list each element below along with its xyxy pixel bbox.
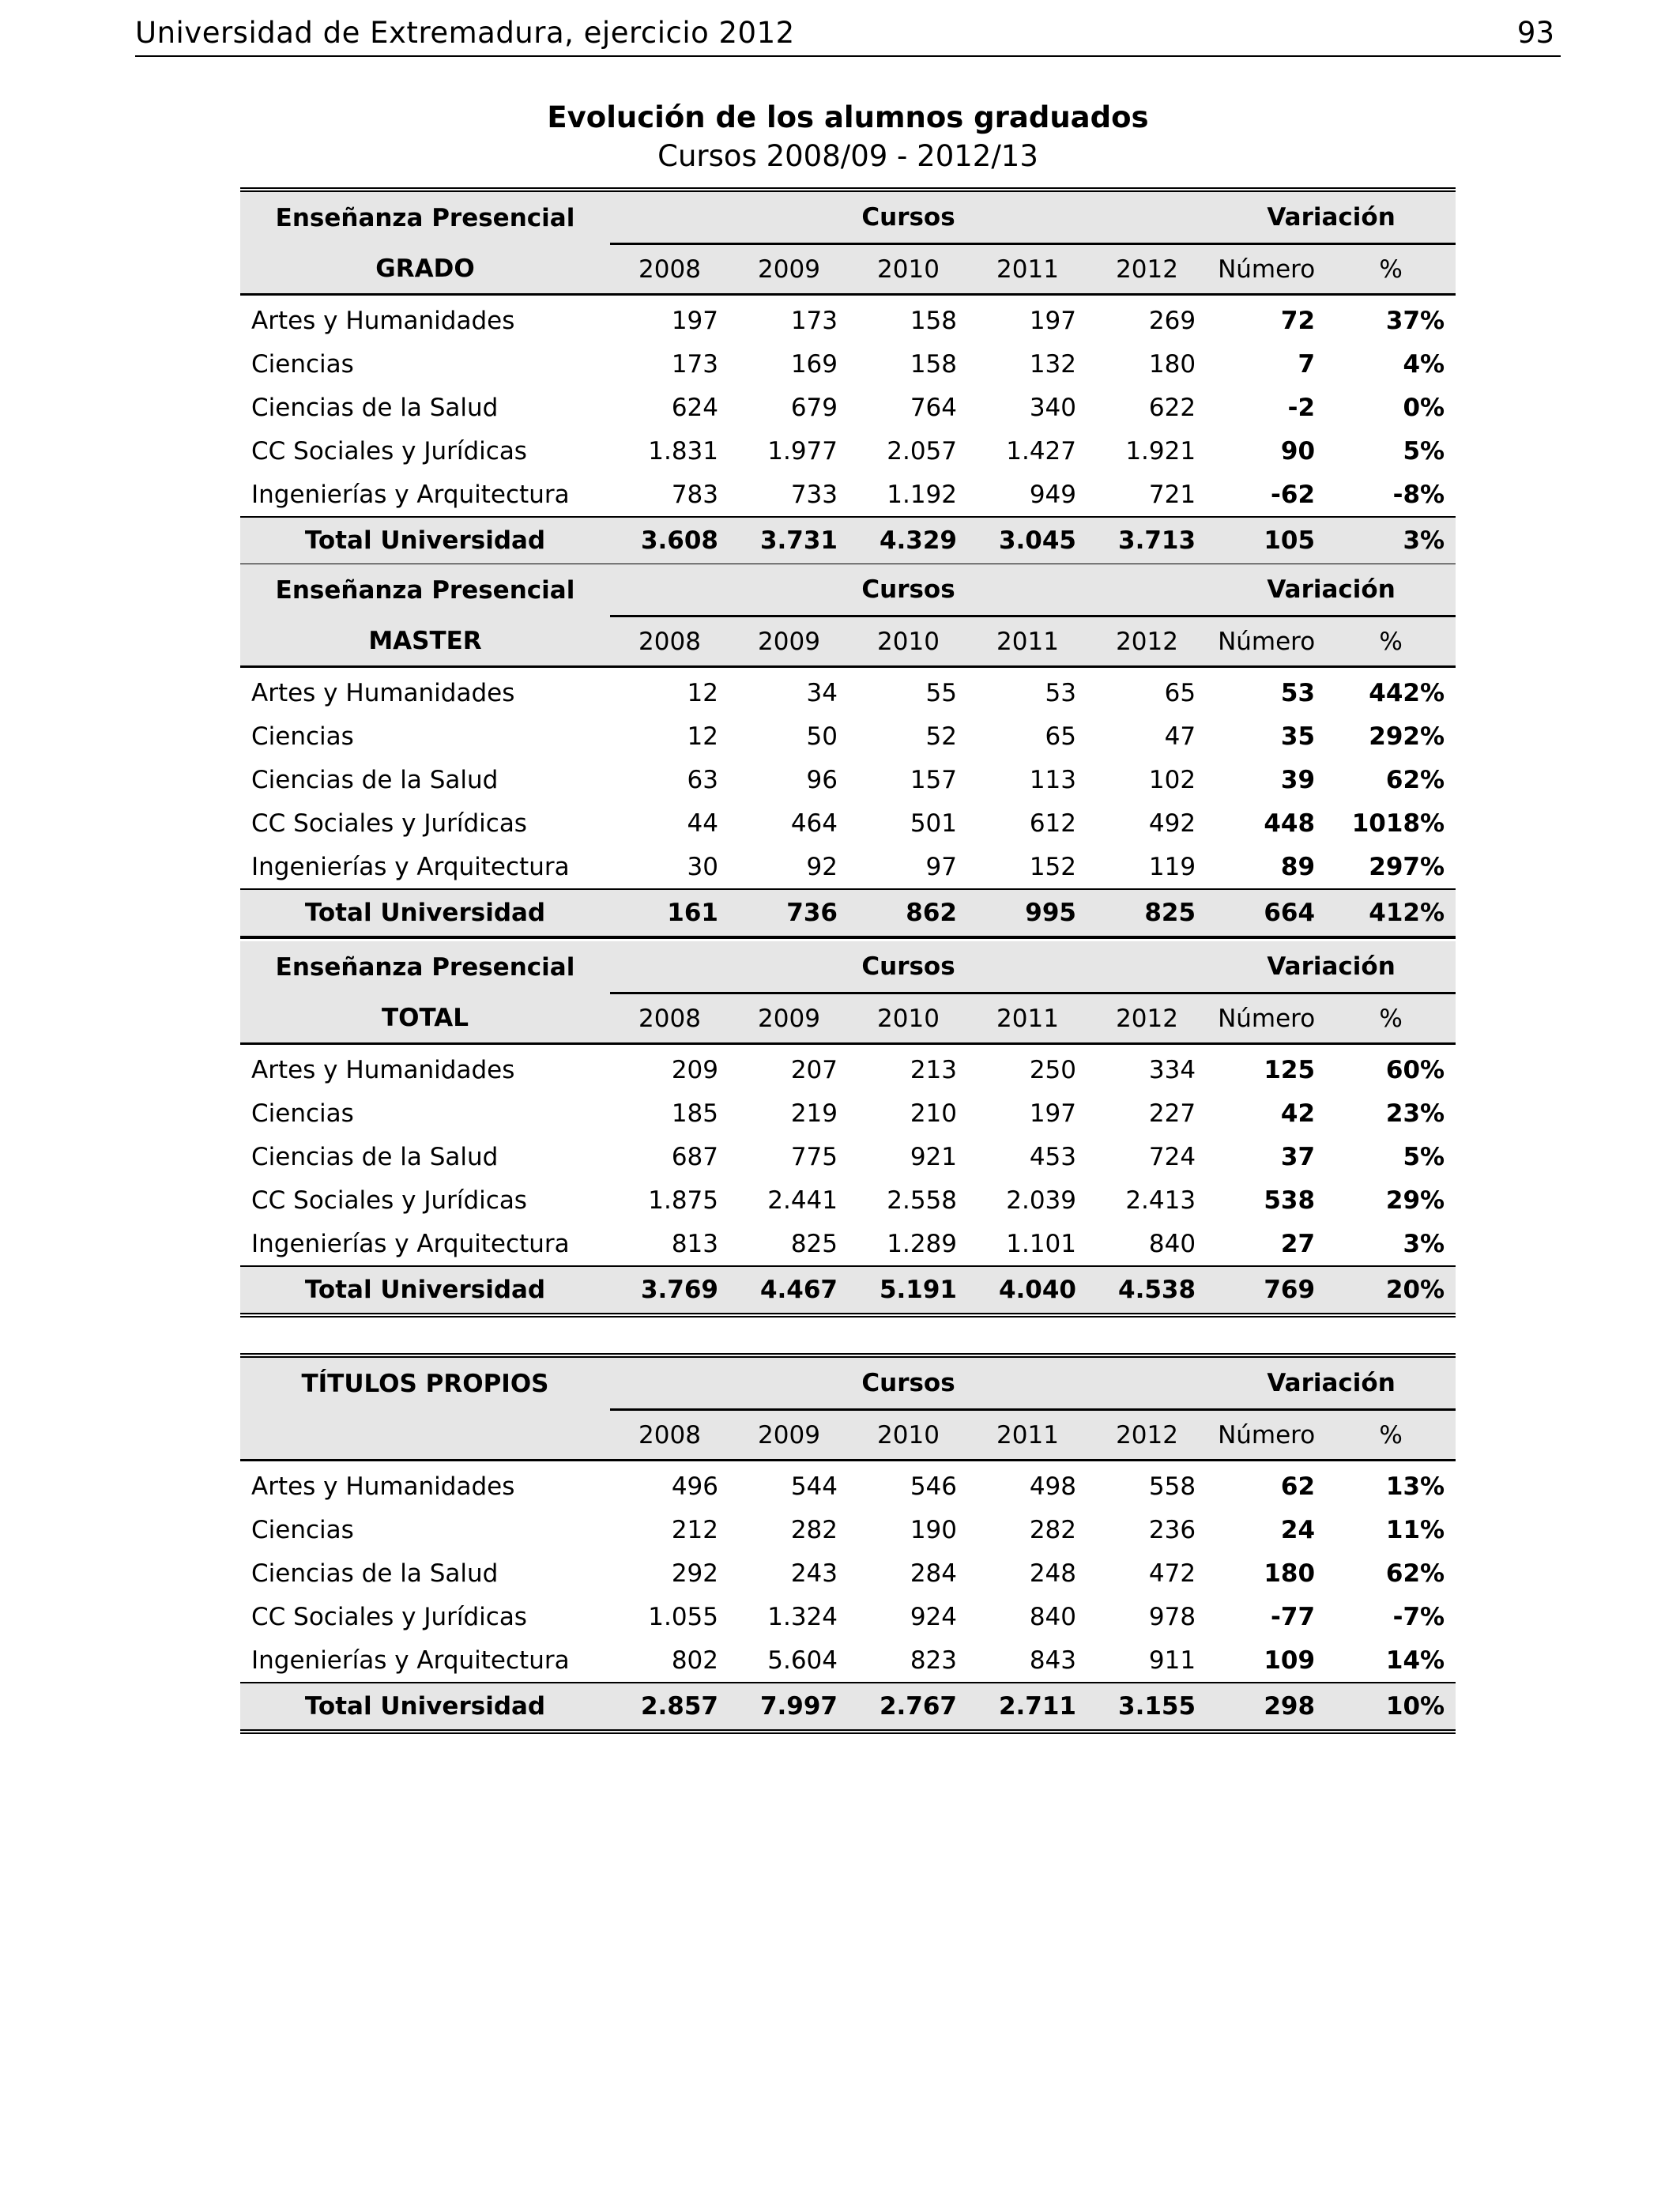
group-header-variacion: Variación <box>1207 564 1456 616</box>
cell-value: 219 <box>790 1099 838 1128</box>
column-header-year: 2009 <box>729 616 849 667</box>
total-row <box>240 1266 1456 1315</box>
total-value: 995 <box>968 889 1087 937</box>
cell-variation-pct: 442% <box>1369 678 1445 707</box>
row-label: Artes y Humanidades <box>251 678 515 707</box>
cell-value: 764 <box>910 393 957 422</box>
document-title: Evolución de los alumnos graduados <box>547 100 1149 134</box>
cell-value: 53 <box>1045 678 1076 707</box>
cell-variation-number: 24 <box>1280 1515 1316 1544</box>
table-row <box>240 714 1456 758</box>
cell-value: 207 <box>790 1055 838 1084</box>
row-label: Artes y Humanidades <box>251 1055 515 1084</box>
cell-value: 12 <box>687 678 718 707</box>
cell-variation-number: 180 <box>1264 1559 1316 1588</box>
cell-value: 97 <box>925 852 957 881</box>
row-label: Ciencias <box>251 1515 354 1544</box>
total-value: 4.467 <box>729 1266 849 1315</box>
cell-value: 840 <box>1029 1602 1076 1631</box>
cell-variation-number: 62 <box>1280 1472 1316 1501</box>
section-label-top: TÍTULOS PROPIOS <box>240 1355 610 1410</box>
cell-value: 34 <box>806 678 838 707</box>
column-header-numero: Número <box>1207 616 1326 667</box>
total-value: 736 <box>729 889 849 937</box>
cell-value: 823 <box>910 1646 957 1675</box>
row-label: CC Sociales y Jurídicas <box>251 1602 527 1631</box>
column-header-year: 2010 <box>849 244 968 295</box>
column-header-year: 2009 <box>729 1410 849 1461</box>
section-label-top: Enseñanza Presencial <box>240 564 610 616</box>
column-header-year: 2009 <box>729 993 849 1044</box>
running-header-title: Universidad de Extremadura, ejercicio 2012 <box>135 16 795 50</box>
cell-value: 2.413 <box>1125 1186 1196 1215</box>
group-header-variacion: Variación <box>1207 1355 1456 1410</box>
cell-variation-pct: 3% <box>1403 1229 1445 1258</box>
total-variation-number: 298 <box>1207 1683 1326 1732</box>
total-value: 4.538 <box>1087 1266 1207 1315</box>
row-label: CC Sociales y Jurídicas <box>251 436 527 466</box>
table-row <box>240 845 1456 889</box>
total-value: 7.997 <box>729 1683 849 1732</box>
total-label: Total Universidad <box>240 517 610 565</box>
cell-variation-number: -62 <box>1271 480 1316 509</box>
row-label: Ingenierías y Arquitectura <box>251 1646 570 1675</box>
cell-value: 558 <box>1148 1472 1196 1501</box>
cell-value: 1.101 <box>1006 1229 1076 1258</box>
column-header-pct: % <box>1326 244 1456 295</box>
row-label: Ingenierías y Arquitectura <box>251 1229 570 1258</box>
column-header-pct: % <box>1326 1410 1456 1461</box>
group-header-cursos: Cursos <box>610 941 1207 993</box>
row-label: Ciencias de la Salud <box>251 765 499 794</box>
column-header-pct: % <box>1326 993 1456 1044</box>
column-header-year: 2010 <box>849 616 968 667</box>
cell-value: 501 <box>910 809 957 838</box>
cell-value: 802 <box>671 1646 718 1675</box>
column-header-year: 2010 <box>849 1410 968 1461</box>
total-value: 3.713 <box>1087 517 1207 565</box>
column-header-year: 2012 <box>1087 244 1207 295</box>
total-row <box>240 1683 1456 1732</box>
cell-variation-pct: 62% <box>1385 765 1445 794</box>
cell-value: 978 <box>1148 1602 1196 1631</box>
header-row-columns <box>240 616 1456 667</box>
total-variation-number: 769 <box>1207 1266 1326 1315</box>
total-value: 862 <box>849 889 968 937</box>
column-header-year: 2011 <box>968 1410 1087 1461</box>
running-header <box>135 11 1561 57</box>
cell-value: 2.441 <box>767 1186 838 1215</box>
total-variation-number: 105 <box>1207 517 1326 565</box>
cell-value: 55 <box>925 678 957 707</box>
cell-variation-pct: 4% <box>1403 349 1445 379</box>
group-header-cursos: Cursos <box>610 564 1207 616</box>
cell-value: 624 <box>671 393 718 422</box>
cell-value: 1.831 <box>648 436 718 466</box>
table-row <box>240 473 1456 517</box>
header-row-columns <box>240 1410 1456 1461</box>
total-value: 3.155 <box>1087 1683 1207 1732</box>
column-header-year: 2010 <box>849 993 968 1044</box>
cell-value: 213 <box>910 1055 957 1084</box>
cell-variation-number: -2 <box>1287 393 1316 422</box>
total-variation-pct: 20% <box>1326 1266 1456 1315</box>
cell-value: 2.558 <box>887 1186 957 1215</box>
section-label-top: Enseñanza Presencial <box>240 941 610 993</box>
cell-value: 157 <box>910 765 957 794</box>
cell-value: 190 <box>910 1515 957 1544</box>
cell-value: 5.604 <box>767 1646 838 1675</box>
cell-value: 464 <box>790 809 838 838</box>
cell-value: 825 <box>790 1229 838 1258</box>
cell-variation-pct: -8% <box>1392 480 1445 509</box>
cell-variation-pct: 60% <box>1385 1055 1445 1084</box>
total-value: 2.857 <box>610 1683 729 1732</box>
total-variation-pct: 3% <box>1326 517 1456 565</box>
cell-value: 282 <box>1029 1515 1076 1544</box>
cell-variation-number: 89 <box>1280 852 1316 881</box>
table-row <box>240 1508 1456 1551</box>
cell-value: 2.057 <box>887 436 957 466</box>
cell-value: 169 <box>790 349 838 379</box>
cell-value: 840 <box>1148 1229 1196 1258</box>
cell-value: 721 <box>1148 480 1196 509</box>
table-master <box>240 564 1456 939</box>
cell-value: 546 <box>910 1472 957 1501</box>
cell-value: 173 <box>790 306 838 335</box>
cell-value: 12 <box>687 722 718 751</box>
cell-variation-number: 538 <box>1264 1186 1316 1215</box>
cell-value: 210 <box>910 1099 957 1128</box>
column-header-pct: % <box>1326 616 1456 667</box>
cell-value: 152 <box>1029 852 1076 881</box>
cell-variation-number: 109 <box>1264 1646 1316 1675</box>
cell-value: 248 <box>1029 1559 1076 1588</box>
cell-variation-pct: 14% <box>1385 1646 1445 1675</box>
cell-value: 197 <box>671 306 718 335</box>
cell-value: 92 <box>806 852 838 881</box>
cell-value: 284 <box>910 1559 957 1588</box>
cell-value: 132 <box>1029 349 1076 379</box>
cell-variation-number: 125 <box>1264 1055 1316 1084</box>
cell-value: 185 <box>671 1099 718 1128</box>
cell-value: 158 <box>910 306 957 335</box>
cell-value: 544 <box>790 1472 838 1501</box>
header-row-columns <box>240 993 1456 1044</box>
column-header-year: 2012 <box>1087 1410 1207 1461</box>
cell-variation-pct: 29% <box>1385 1186 1445 1215</box>
table-row <box>240 1638 1456 1683</box>
total-value: 3.769 <box>610 1266 729 1315</box>
cell-variation-pct: 1018% <box>1351 809 1445 838</box>
total-value: 5.191 <box>849 1266 968 1315</box>
cell-value: 52 <box>925 722 957 751</box>
total-value: 825 <box>1087 889 1207 937</box>
column-header-year: 2008 <box>610 1410 729 1461</box>
cell-value: 197 <box>1029 306 1076 335</box>
cell-value: 622 <box>1148 393 1196 422</box>
total-label: Total Universidad <box>240 1266 610 1315</box>
cell-value: 1.875 <box>648 1186 718 1215</box>
section-label-bottom: MASTER <box>240 616 610 667</box>
cell-variation-pct: 297% <box>1369 852 1445 881</box>
total-value: 4.040 <box>968 1266 1087 1315</box>
row-label: Ciencias <box>251 349 354 379</box>
cell-value: 30 <box>687 852 718 881</box>
cell-variation-number: 53 <box>1280 678 1316 707</box>
group-header-variacion: Variación <box>1207 941 1456 993</box>
row-label: Artes y Humanidades <box>251 306 515 335</box>
total-row <box>240 889 1456 937</box>
column-header-year: 2011 <box>968 993 1087 1044</box>
row-label: Ingenierías y Arquitectura <box>251 480 570 509</box>
cell-value: 924 <box>910 1602 957 1631</box>
cell-value: 47 <box>1164 722 1196 751</box>
cell-value: 911 <box>1148 1646 1196 1675</box>
total-row <box>240 517 1456 565</box>
header-row-columns <box>240 244 1456 295</box>
column-header-year: 2009 <box>729 244 849 295</box>
total-variation-pct: 10% <box>1326 1683 1456 1732</box>
cell-value: 44 <box>687 809 718 838</box>
cell-value: 783 <box>671 480 718 509</box>
cell-value: 212 <box>671 1515 718 1544</box>
cell-variation-pct: 0% <box>1403 393 1445 422</box>
table-row <box>240 1178 1456 1222</box>
column-header-numero: Número <box>1207 1410 1326 1461</box>
cell-value: 292 <box>671 1559 718 1588</box>
total-value: 2.711 <box>968 1683 1087 1732</box>
table-row <box>240 295 1456 343</box>
cell-value: 209 <box>671 1055 718 1084</box>
cell-value: 472 <box>1148 1559 1196 1588</box>
total-value: 161 <box>610 889 729 937</box>
column-header-numero: Número <box>1207 993 1326 1044</box>
table-row <box>240 342 1456 386</box>
cell-value: 282 <box>790 1515 838 1544</box>
document-title-block <box>240 98 1456 175</box>
table-row <box>240 1551 1456 1595</box>
section-label-top: Enseñanza Presencial <box>240 190 610 244</box>
total-value: 3.731 <box>729 517 849 565</box>
cell-value: 243 <box>790 1559 838 1588</box>
column-header-year: 2011 <box>968 616 1087 667</box>
cell-value: 1.055 <box>648 1602 718 1631</box>
cell-value: 180 <box>1148 349 1196 379</box>
cell-value: 113 <box>1029 765 1076 794</box>
cell-value: 679 <box>790 393 838 422</box>
total-value: 2.767 <box>849 1683 968 1732</box>
column-header-year: 2012 <box>1087 616 1207 667</box>
cell-variation-number: 35 <box>1280 722 1316 751</box>
cell-value: 236 <box>1148 1515 1196 1544</box>
cell-variation-number: 448 <box>1264 809 1316 838</box>
cell-value: 96 <box>806 765 838 794</box>
cell-variation-pct: 5% <box>1403 436 1445 466</box>
row-label: Ciencias de la Salud <box>251 393 499 422</box>
group-header-cursos: Cursos <box>610 1355 1207 1410</box>
table-row <box>240 1595 1456 1638</box>
cell-variation-number: 72 <box>1280 306 1316 335</box>
cell-value: 158 <box>910 349 957 379</box>
table-row <box>240 429 1456 473</box>
cell-value: 334 <box>1148 1055 1196 1084</box>
cell-value: 843 <box>1029 1646 1076 1675</box>
cell-variation-pct: 37% <box>1385 306 1445 335</box>
cell-value: 1.192 <box>887 480 957 509</box>
table-row <box>240 1222 1456 1266</box>
cell-value: 733 <box>790 480 838 509</box>
page-number: 93 <box>1516 16 1554 50</box>
table-titulos-propios <box>240 1353 1456 1734</box>
cell-value: 65 <box>1164 678 1196 707</box>
cell-value: 63 <box>687 765 718 794</box>
group-header-variacion: Variación <box>1207 190 1456 244</box>
cell-variation-number: 42 <box>1280 1099 1316 1128</box>
group-header-cursos: Cursos <box>610 190 1207 244</box>
row-label: Ciencias <box>251 1099 354 1128</box>
cell-value: 340 <box>1029 393 1076 422</box>
table-row <box>240 758 1456 801</box>
table-row <box>240 667 1456 715</box>
cell-variation-number: 27 <box>1280 1229 1316 1258</box>
row-label: CC Sociales y Jurídicas <box>251 809 527 838</box>
column-header-numero: Número <box>1207 244 1326 295</box>
cell-variation-pct: 292% <box>1369 722 1445 751</box>
cell-value: 250 <box>1029 1055 1076 1084</box>
cell-variation-number: 37 <box>1280 1142 1316 1171</box>
cell-value: 1.921 <box>1125 436 1196 466</box>
cell-value: 775 <box>790 1142 838 1171</box>
cell-value: 119 <box>1148 852 1196 881</box>
table-row <box>240 1044 1456 1092</box>
header-row-groups <box>240 1355 1456 1410</box>
cell-value: 921 <box>910 1142 957 1171</box>
section-label-bottom: TOTAL <box>240 993 610 1044</box>
cell-value: 496 <box>671 1472 718 1501</box>
cell-value: 1.324 <box>767 1602 838 1631</box>
row-label: Ciencias <box>251 722 354 751</box>
cell-variation-number: 7 <box>1298 349 1316 379</box>
cell-value: 227 <box>1148 1099 1196 1128</box>
table-row <box>240 386 1456 429</box>
total-value: 4.329 <box>849 517 968 565</box>
cell-value: 269 <box>1148 306 1196 335</box>
row-label: Ciencias de la Salud <box>251 1142 499 1171</box>
section-label-bottom <box>240 1410 610 1461</box>
header-row-groups <box>240 190 1456 244</box>
table-row <box>240 1135 1456 1178</box>
document-subtitle: Cursos 2008/09 - 2012/13 <box>657 139 1038 173</box>
cell-variation-number: 39 <box>1280 765 1316 794</box>
cell-value: 65 <box>1045 722 1076 751</box>
cell-variation-number: 90 <box>1280 436 1316 466</box>
cell-value: 1.977 <box>767 436 838 466</box>
cell-variation-pct: 11% <box>1385 1515 1445 1544</box>
cell-value: 724 <box>1148 1142 1196 1171</box>
cell-variation-pct: -7% <box>1392 1602 1445 1631</box>
header-row-groups <box>240 941 1456 993</box>
column-header-year: 2008 <box>610 244 729 295</box>
cell-value: 492 <box>1148 809 1196 838</box>
cell-variation-number: -77 <box>1271 1602 1316 1631</box>
cell-value: 1.427 <box>1006 436 1076 466</box>
total-variation-number: 664 <box>1207 889 1326 937</box>
cell-value: 687 <box>671 1142 718 1171</box>
total-label: Total Universidad <box>240 889 610 937</box>
cell-variation-pct: 23% <box>1385 1099 1445 1128</box>
cell-value: 2.039 <box>1006 1186 1076 1215</box>
total-label: Total Universidad <box>240 1683 610 1732</box>
row-label: Artes y Humanidades <box>251 1472 515 1501</box>
total-variation-pct: 412% <box>1326 889 1456 937</box>
column-header-year: 2012 <box>1087 993 1207 1044</box>
row-label: Ciencias de la Salud <box>251 1559 499 1588</box>
column-header-year: 2008 <box>610 993 729 1044</box>
cell-value: 102 <box>1148 765 1196 794</box>
table-grado <box>240 187 1456 567</box>
cell-value: 949 <box>1029 480 1076 509</box>
cell-value: 50 <box>806 722 838 751</box>
cell-variation-pct: 5% <box>1403 1142 1445 1171</box>
section-label-bottom: GRADO <box>240 244 610 295</box>
cell-variation-pct: 13% <box>1385 1472 1445 1501</box>
cell-value: 453 <box>1029 1142 1076 1171</box>
row-label: Ingenierías y Arquitectura <box>251 852 570 881</box>
cell-value: 612 <box>1029 809 1076 838</box>
total-value: 3.045 <box>968 517 1087 565</box>
total-value: 3.608 <box>610 517 729 565</box>
cell-value: 498 <box>1029 1472 1076 1501</box>
row-label: CC Sociales y Jurídicas <box>251 1186 527 1215</box>
cell-value: 173 <box>671 349 718 379</box>
table-row <box>240 1461 1456 1509</box>
table-total <box>240 941 1456 1318</box>
column-header-year: 2008 <box>610 616 729 667</box>
column-header-year: 2011 <box>968 244 1087 295</box>
cell-value: 813 <box>671 1229 718 1258</box>
cell-value: 1.289 <box>887 1229 957 1258</box>
table-row <box>240 801 1456 845</box>
table-row <box>240 1091 1456 1135</box>
cell-value: 197 <box>1029 1099 1076 1128</box>
cell-variation-pct: 62% <box>1385 1559 1445 1588</box>
header-row-groups <box>240 564 1456 616</box>
